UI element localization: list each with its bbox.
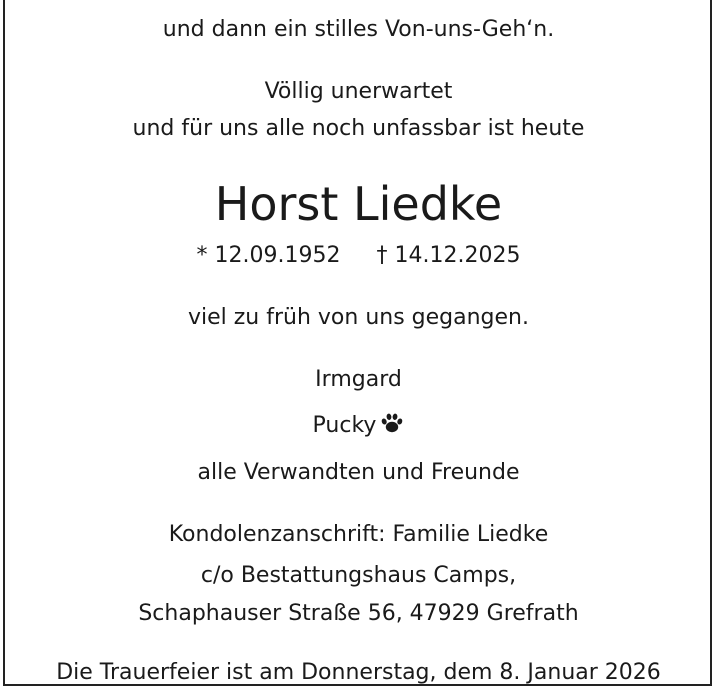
mourner-pucky [0,412,717,442]
birth-date: 12.09.1952 [214,243,341,268]
intro-line-2: und für uns alle noch unfassbar ist heute [132,116,585,141]
life-dates [0,242,717,270]
intro-line-1: Völlig unerwartet [264,79,453,104]
top-cut-line: und dann ein stilles Von-uns-Geh‘n. [162,17,555,42]
death-date: 14.12.2025 [394,243,521,268]
deceased-name: Horst Liedke [214,177,503,231]
address-line-2: c/o Bestattungshaus Camps, [200,563,517,588]
gone-line: viel zu früh von uns gegangen. [187,305,529,330]
mourner-irmgard: Irmgard [315,367,402,392]
address-line-1: Kondolenzanschrift: Familie Liedke [168,522,549,547]
bottom-cut-line: Die Trauerfeier ist am Donnerstag, dem 8. Januar 2026 [56,660,661,685]
paw-icon [380,412,404,442]
death-cross-icon: † [376,243,388,268]
birth-symbol: * [196,243,208,268]
mourner-pucky-label: Pucky [312,413,377,438]
mourner-relatives: alle Verwandten und Freunde [197,460,520,485]
address-line-3: Schaphauser Straße 56, 47929 Grefrath [138,601,579,626]
